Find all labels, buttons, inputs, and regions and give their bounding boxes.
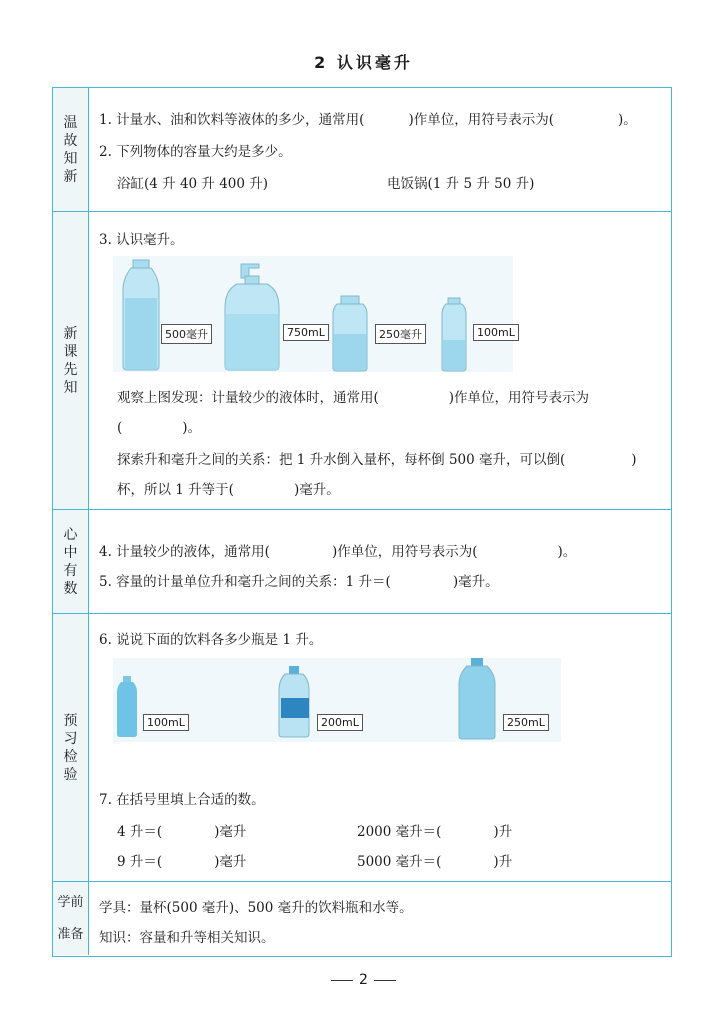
bottle-label-750ml: 750mL	[283, 324, 329, 341]
fill-item: 4 升＝( )毫升	[117, 824, 247, 840]
explore-line: 探索升和毫升之间的关系：把 1 升水倒入量杯，每杯倒 500 毫升，可以倒( )	[117, 452, 637, 468]
small-jar-icon	[333, 296, 367, 371]
section-label-practice: 预习检验	[63, 712, 78, 783]
water-bottle-icon	[123, 260, 159, 370]
option-rice-cooker[interactable]: 电饭锅(1 升 5 升 50 升)	[387, 176, 535, 192]
section-practice	[53, 614, 671, 882]
drink-label-100ml: 100mL	[143, 714, 189, 731]
large-drink-bottle-icon	[459, 658, 495, 739]
section-key-points	[53, 510, 671, 614]
medium-drink-bottle-icon	[279, 666, 309, 737]
explore-line-2: 杯，所以 1 升等于( )毫升。	[117, 482, 340, 498]
bottle-label-100ml: 100mL	[473, 324, 519, 341]
drink-label-250ml: 250mL	[503, 714, 549, 731]
observation-line: 观察上图发现：计量较少的液体时，通常用( )作单位，用符号表示为	[117, 390, 590, 406]
divider	[374, 980, 396, 981]
prep-tools: 学具：量杯(500 毫升)、500 毫升的饮料瓶和水等。	[99, 900, 413, 916]
bottles-illustration	[113, 256, 513, 372]
divider	[331, 980, 353, 981]
section-label-review: 温故知新	[63, 114, 78, 185]
pump-bottle-icon	[225, 264, 279, 370]
section-label-prep-2: 准备	[57, 926, 84, 942]
question-4: 4. 计量较少的液体，通常用( )作单位，用符号表示为( )。	[99, 544, 577, 560]
observation-line-2: ( )。	[117, 420, 202, 436]
section-label-prep-1: 学前	[57, 894, 84, 910]
page-number: 2	[0, 972, 727, 988]
section-label-new-lesson: 新课先知	[63, 325, 78, 396]
bottles-icon	[113, 256, 513, 372]
page-title: 2 认识毫升	[314, 53, 413, 72]
section-label-key-points: 心中有数	[63, 526, 78, 597]
prep-knowledge: 知识：容量和升等相关知识。	[99, 930, 275, 946]
question-3: 3. 认识毫升。	[99, 232, 184, 248]
question-7: 7. 在括号里填上合适的数。	[99, 792, 265, 808]
fill-item: 5000 毫升＝( )升	[357, 854, 513, 870]
question-2: 2. 下列物体的容量大约是多少。	[99, 144, 292, 160]
drinks-illustration	[113, 658, 561, 742]
question-5: 5. 容量的计量单位升和毫升之间的关系：1 升＝( )毫升。	[99, 574, 499, 590]
option-bathtub[interactable]: 浴缸(4 升 40 升 400 升)	[117, 176, 269, 192]
section-new-lesson	[53, 212, 671, 510]
bottle-label-500ml: 500毫升	[161, 324, 212, 344]
section-review	[53, 88, 671, 212]
question-6: 6. 说说下面的饮料各多少瓶是 1 升。	[99, 632, 323, 648]
fill-item: 9 升＝( )毫升	[117, 854, 247, 870]
section-prep	[53, 882, 671, 955]
small-drink-bottle-icon	[117, 676, 137, 737]
worksheet-frame	[52, 87, 672, 957]
fill-item: 2000 毫升＝( )升	[357, 824, 513, 840]
drink-label-200ml: 200mL	[317, 714, 363, 731]
bottle-label-250ml: 250毫升	[375, 324, 426, 344]
tiny-bottle-icon	[442, 298, 466, 371]
question-1: 1. 计量水、油和饮料等液体的多少，通常用( )作单位，用符号表示为( )。	[99, 112, 637, 128]
